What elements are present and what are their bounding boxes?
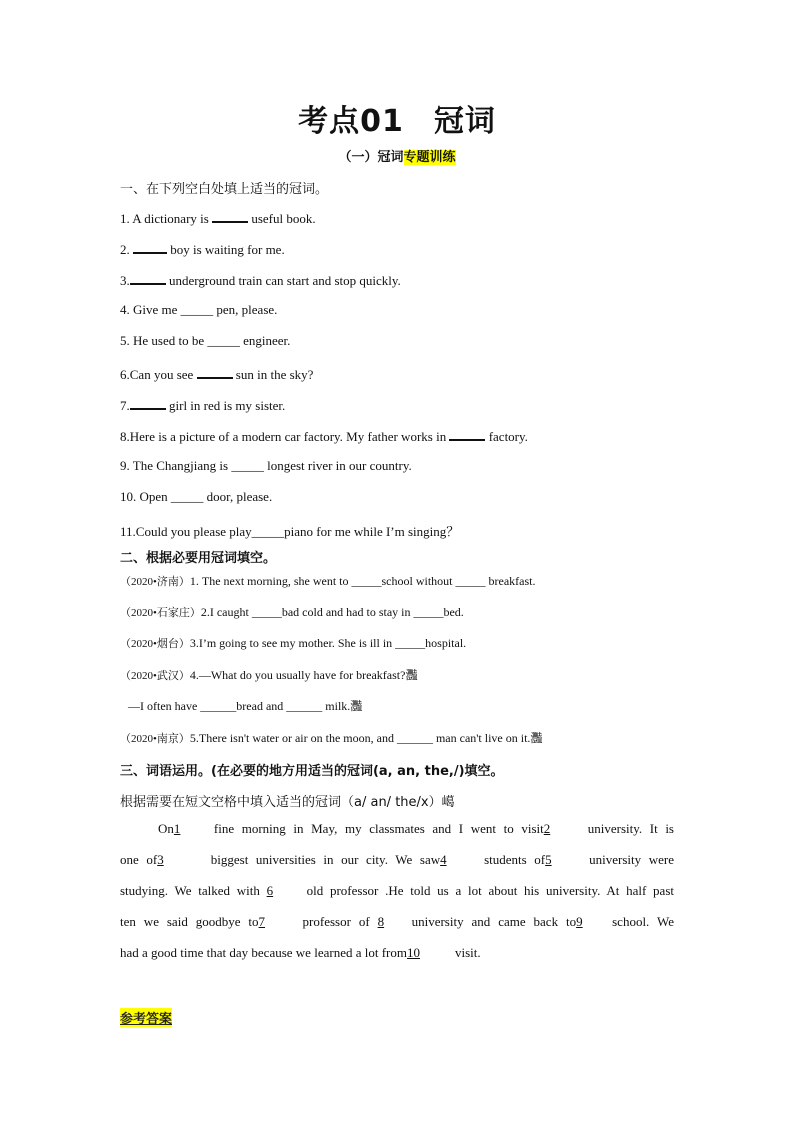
s1-item-9: 9. The Changjiang is _____ longest river in our country. [120, 458, 412, 473]
s2-item-4: （2020•武汉）4.—What do you usually have for breakfast?灩 [120, 668, 418, 682]
section3-heading: 三、词语运用。(在必要的地方用适当的冠词(a, an, the,/)填空。 [120, 764, 504, 779]
s2-item-4b: —I often have ______bread and ______ milk.灩 [128, 699, 363, 713]
subtitle-highlight: 专题训练 [403, 150, 456, 165]
section3-instruction: 根据需要在短文空格中填入适当的冠词（a/ an/ the/x）嶱 [120, 795, 455, 810]
s1-item-2: 2. boy is waiting for me. [120, 242, 285, 257]
s2-item-2: （2020•石家庄）2.I caught _____bad cold and had to stay in _____bed. [120, 605, 464, 619]
cloze-blank-3[interactable]: 3 [157, 852, 164, 867]
answer-blank[interactable] [449, 427, 485, 441]
s2-item-1: （2020•济南）1. The next morning, she went to _____school without _____ breakfast. [120, 574, 536, 588]
cloze-blank-5[interactable]: 5 [545, 852, 552, 867]
s1-item-3: 3. underground train can start and stop quickly. [120, 273, 401, 288]
s1-item-11: 11.Could you please play_____piano for me while I’m singing？ [120, 524, 460, 539]
source-tag: （2020•济南） [120, 576, 190, 588]
s1-item-1: 1. A dictionary is useful book. [120, 211, 316, 226]
cloze-blank-2[interactable]: 2 [543, 821, 551, 836]
cloze-blank-4[interactable]: 4 [440, 852, 447, 867]
source-tag: （2020•南京） [120, 733, 190, 745]
source-tag: （2020•烟台） [120, 638, 190, 650]
page-title [0, 96, 794, 140]
answer-blank[interactable] [130, 271, 166, 285]
cloze-blank-7[interactable]: 7 [258, 914, 266, 929]
cloze-blank-1[interactable]: 1 [173, 821, 181, 836]
s1-item-6: 6.Can you see sun in the sky? [120, 367, 314, 382]
cloze-passage: On1 fine morning in May, my classmates and I went to visit2 university. It is one of3 biggest universities in our city. We saw4 students of5 university were studying. We talked with 6 old professor .He told us a lot about his university. At half past ten we said goodbye to7 professor of 8 university and came back to9 school. We had a good time that day because we learned a lot from10 visit. [120, 813, 674, 968]
answer-key-label: 参考答案 [120, 1008, 172, 1027]
s2-item-3: （2020•烟台）3.I’m going to see my mother. She is ill in _____hospital. [120, 636, 467, 650]
subtitle [0, 146, 794, 165]
cloze-blank-8[interactable]: 8 [377, 914, 385, 929]
source-tag: （2020•武汉） [120, 670, 190, 682]
answer-blank[interactable] [130, 396, 166, 410]
source-tag: （2020•石家庄） [120, 607, 201, 619]
answer-blank[interactable] [212, 209, 248, 223]
s1-item-7: 7. girl in red is my sister. [120, 398, 286, 413]
s1-item-10: 10. Open _____ door, please. [120, 489, 273, 504]
answer-blank[interactable] [133, 240, 167, 254]
s1-item-5: 5. He used to be _____ engineer. [120, 333, 291, 348]
section1-heading: 一、在下列空白处填上适当的冠词。 [120, 182, 329, 197]
s1-item-4: 4. Give me _____ pen, please. [120, 302, 278, 317]
subtitle-prefix: （一）冠词 [338, 150, 404, 165]
section2-heading: 二、根据必要用冠词填空。 [120, 551, 277, 566]
title-code: 考点01 [298, 104, 404, 139]
cloze-blank-10[interactable]: 10 [406, 945, 420, 960]
s2-item-5: （2020•南京）5.There isn't water or air on the moon, and ______ man can't live on it.灩 [120, 731, 543, 745]
answer-blank[interactable] [197, 365, 233, 379]
s1-item-8: 8.Here is a picture of a modern car factory. My father works in factory. [120, 429, 528, 444]
cloze-blank-9[interactable]: 9 [576, 914, 583, 929]
title-topic: 冠词 [433, 104, 496, 139]
cloze-blank-6[interactable]: 6 [266, 883, 274, 898]
